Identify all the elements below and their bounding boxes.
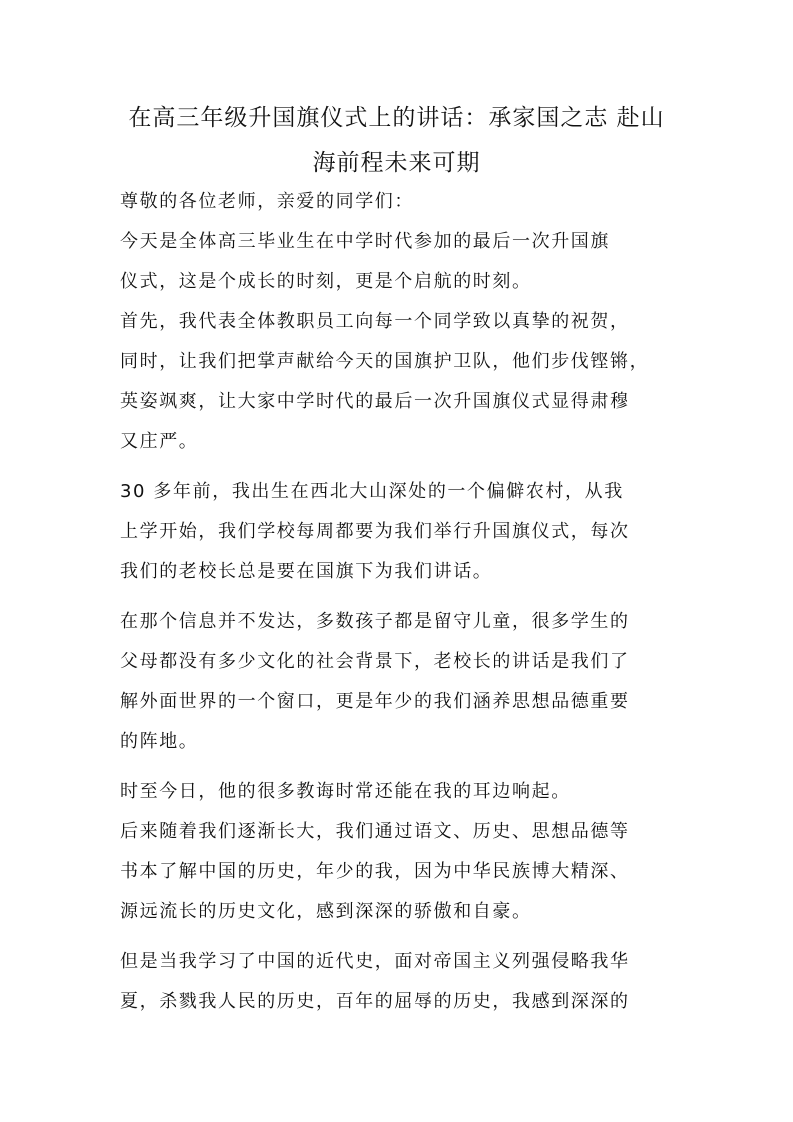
document-title-line-1: 在高三年级升国旗仪式上的讲话：承家国之志 赴山 [128,105,665,131]
body-line-6: 英姿飒爽，让大家中学时代的最后一次升国旗仪式显得肃穆 [120,391,630,412]
body-line-12: 父母都没有多少文化的社会背景下，老校长的讲话是我们了 [120,651,630,672]
body-line-18: 源远流长的历史文化，感到深深的骄傲和自豪。 [120,901,532,922]
body-line-20: 夏，杀戮我人民的历史，百年的屈辱的历史，我感到深深的 [120,991,630,1012]
body-line-17: 书本了解中国的历史，年少的我，因为中华民族博大精深、 [120,861,630,882]
body-line-5: 同时，让我们把掌声献给今天的国旗护卫队，他们步伐铿锵， [120,351,650,372]
body-line-16: 后来随着我们逐渐长大，我们通过语文、历史、思想品德等 [120,821,630,842]
body-line-8: 30 多年前，我出生在西北大山深处的一个偏僻农村，从我 [120,481,624,502]
body-line-11: 在那个信息并不发达，多数孩子都是留守儿童，很多学生的 [120,611,630,632]
body-line-3: 仪式，这是个成长的时刻，更是个启航的时刻。 [120,271,532,292]
body-line-7: 又庄严。 [120,431,199,452]
document-title-line-2: 海前程未来可期 [312,150,481,176]
body-line-15: 时至今日，他的很多教诲时常还能在我的耳边响起。 [120,781,571,802]
body-line-9: 上学开始，我们学校每周都要为我们举行升国旗仪式，每次 [120,521,630,542]
body-line-2: 今天是全体高三毕业生在中学时代参加的最后一次升国旗 [120,231,610,252]
body-line-4: 首先，我代表全体教职员工向每一个同学致以真挚的祝贺， [120,311,630,332]
body-line-1: 尊敬的各位老师，亲爱的同学们： [120,191,414,212]
body-line-14: 的阵地。 [120,731,199,752]
body-line-13: 解外面世界的一个窗口，更是年少的我们涵养思想品德重要 [120,691,630,712]
body-line-10: 我们的老校长总是要在国旗下为我们讲话。 [120,561,493,582]
body-line-19: 但是当我学习了中国的近代史，面对帝国主义列强侵略我华 [120,951,630,972]
